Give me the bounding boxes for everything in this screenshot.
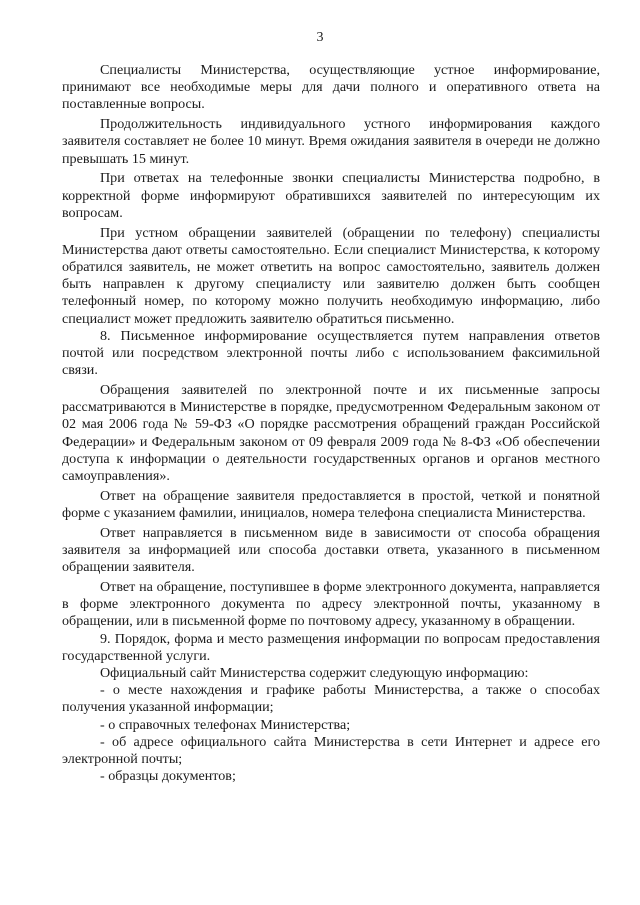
paragraph: 9. Порядок, форма и место размещения информации по вопросам предоставления государственной услуги.	[62, 630, 600, 664]
paragraph: Продолжительность индивидуального устного информирования каждого заявителя составляет не более 10 минут. Время ожидания заявителя в очереди не должно превышать 15 минут.	[62, 116, 600, 167]
paragraph: Специалисты Министерства, осуществляющие устное информирование, принимают все необходимые меры для дачи полного и оперативного ответа на поставленные вопросы.	[62, 62, 600, 113]
list-item: - о справочных телефонах Министерства;	[100, 716, 351, 733]
paragraph: Ответ на обращение заявителя предоставляется в простой, четкой и понятной форме с указанием фамилии, инициалов, номера телефона специалиста Министерства.	[62, 487, 600, 522]
paragraph: При ответах на телефонные звонки специалисты Министерства подробно, в корректной форме информируют обратившихся заявителей по интересующим их вопросам.	[62, 170, 600, 221]
list-item: - о месте нахождения и графике работы Министерства, а также о способах получения указанной информации;	[62, 682, 600, 716]
paragraph: Официальный сайт Министерства содержит следующую информацию:	[100, 665, 529, 682]
list-item: - об адресе официального сайта Министерства в сети Интернет и адресе его электронной почты;	[62, 733, 600, 768]
paragraph: Ответ на обращение, поступившее в форме электронного документа, направляется в форме электронного документа по адресу электронной почты, указанному в обращении, или в письменной форме по почтовому адресу, указанному в обращении.	[62, 579, 600, 630]
paragraph: 8. Письменное информирование осуществляется путем направления ответов почтой или посредством электронной почты либо с использованием факсимильной связи.	[62, 327, 600, 379]
document-body	[62, 62, 600, 785]
list-item: - образцы документов;	[100, 768, 236, 785]
paragraph: Ответ направляется в письменном виде в зависимости от способа обращения заявителя за информацией или способа доставки ответа, указанного в письменном обращении заявителя.	[62, 524, 600, 576]
paragraph: При устном обращении заявителей (обращении по телефону) специалисты Министерства дают ответы самостоятельно. Если специалист Министерства, к которому обратился заявитель, не может ответить на вопрос самостоятельно, заявитель должен быть направлен к другому специалисту или заявителю должен быть сообщен телефонный номер, по которому можно получить необходимую информацию, либо специалист может предложить заявителю обратиться письменно.	[62, 224, 600, 327]
page-number: 3	[316, 30, 324, 45]
paragraph: Обращения заявителей по электронной почте и их письменные запросы рассматриваются в Министерстве в порядке, предусмотренном Федеральным законом от 02 мая 2006 года № 59-ФЗ «О порядке рассмотрения обращений граждан Российской Федерации» и Федеральным законом от 09 февраля 2009 года № 8-ФЗ «Об обеспечении доступа к информации о деятельности государственных органов и органов местного самоуправления».	[62, 382, 600, 485]
